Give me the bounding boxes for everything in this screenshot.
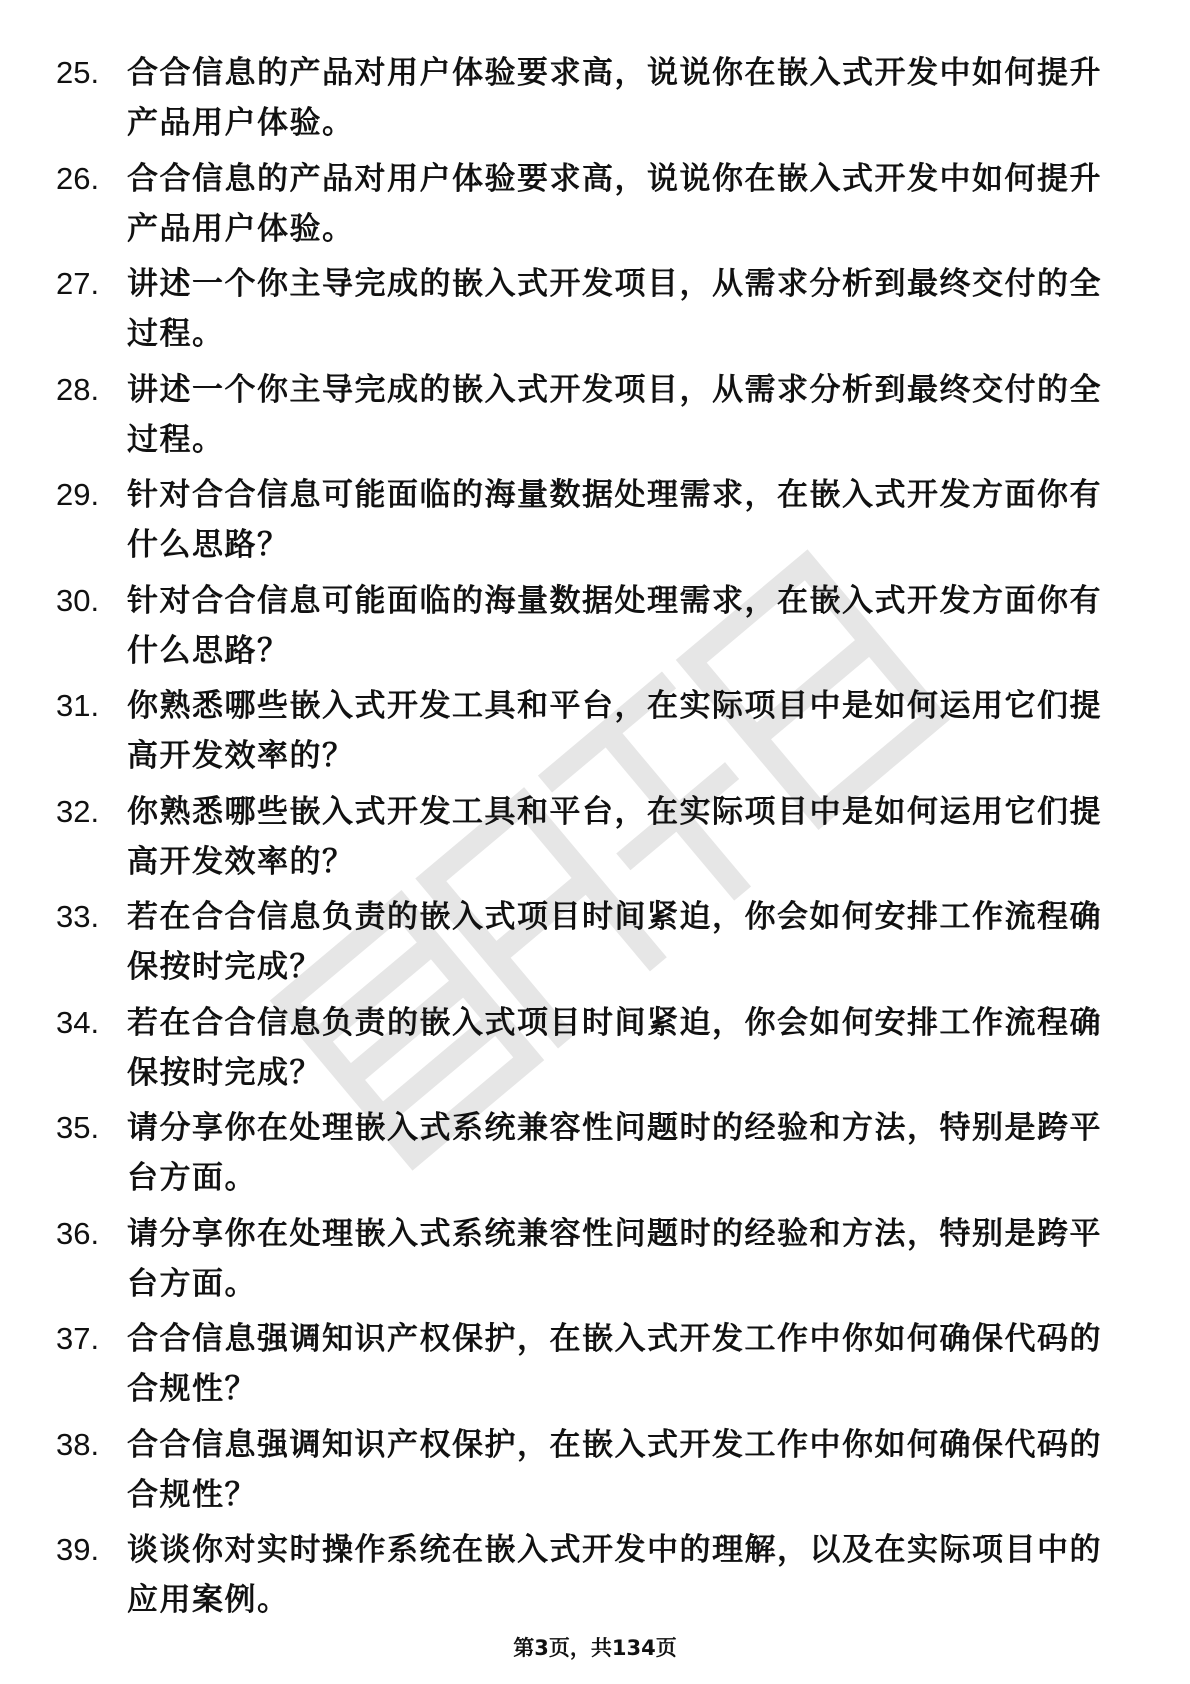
question-item bbox=[0, 470, 1190, 576]
question-item bbox=[0, 892, 1190, 998]
question-item bbox=[0, 1420, 1190, 1526]
question-text: 请分享你在处理嵌入式系统兼容性问题时的经验和方法，特别是跨平台方面。 bbox=[127, 1215, 1102, 1302]
question-number: 29. bbox=[56, 477, 100, 512]
question-number: 31. bbox=[56, 688, 100, 723]
question-text: 合合信息的产品对用户体验要求高，说说你在嵌入式开发中如何提升产品用户体验。 bbox=[127, 55, 1102, 141]
question-number: 34. bbox=[56, 1004, 100, 1040]
question-item bbox=[0, 576, 1190, 682]
question-number: 25. bbox=[56, 55, 100, 90]
question-text: 针对合合信息可能面临的海量数据处理需求，在嵌入式开发方面你有什么思路？ bbox=[127, 582, 1102, 669]
question-text: 合合信息强调知识产权保护，在嵌入式开发工作中你如何确保代码的合规性？ bbox=[127, 1426, 1102, 1513]
question-list bbox=[0, 48, 1190, 1631]
question-text: 合合信息的产品对用户体验要求高，说说你在嵌入式开发中如何提升产品用户体验。 bbox=[127, 160, 1102, 247]
question-number: 30. bbox=[56, 582, 100, 618]
question-number: 39. bbox=[56, 1532, 100, 1567]
question-text: 若在合合信息负责的嵌入式项目时间紧迫，你会如何安排工作流程确保按时完成？ bbox=[127, 1004, 1102, 1091]
question-text: 合合信息强调知识产权保护，在嵌入式开发工作中你如何确保代码的合规性？ bbox=[127, 1321, 1102, 1407]
question-number: 26. bbox=[56, 160, 100, 196]
question-text: 若在合合信息负责的嵌入式项目时间紧迫，你会如何安排工作流程确保按时完成？ bbox=[127, 899, 1102, 985]
question-number: 35. bbox=[56, 1110, 100, 1145]
question-number: 27. bbox=[56, 266, 100, 301]
question-number: 32. bbox=[56, 793, 100, 829]
question-item bbox=[0, 154, 1190, 260]
question-text: 请分享你在处理嵌入式系统兼容性问题时的经验和方法，特别是跨平台方面。 bbox=[127, 1110, 1102, 1196]
question-text: 你熟悉哪些嵌入式开发工具和平台，在实际项目中是如何运用它们提高开发效率的？ bbox=[127, 793, 1102, 880]
question-number: 38. bbox=[56, 1426, 100, 1462]
question-item bbox=[0, 259, 1190, 365]
question-number: 33. bbox=[56, 899, 100, 934]
question-text: 谈谈你对实时操作系统在嵌入式开发中的理解，以及在实际项目中的应用案例。 bbox=[127, 1532, 1102, 1618]
question-number: 37. bbox=[56, 1321, 100, 1356]
question-text: 针对合合信息可能面临的海量数据处理需求，在嵌入式开发方面你有什么思路？ bbox=[127, 477, 1102, 563]
question-item bbox=[0, 48, 1190, 154]
question-text: 讲述一个你主导完成的嵌入式开发项目，从需求分析到最终交付的全过程。 bbox=[127, 371, 1102, 458]
question-item bbox=[0, 1209, 1190, 1315]
question-text: 你熟悉哪些嵌入式开发工具和平台，在实际项目中是如何运用它们提高开发效率的？ bbox=[127, 688, 1102, 774]
question-item bbox=[0, 998, 1190, 1104]
question-item bbox=[0, 681, 1190, 787]
question-item bbox=[0, 1314, 1190, 1420]
question-item bbox=[0, 1525, 1190, 1631]
question-item bbox=[0, 1103, 1190, 1209]
page-number-footer: 第3页，共134页 bbox=[513, 1636, 677, 1660]
question-number: 28. bbox=[56, 371, 100, 407]
question-item bbox=[0, 365, 1190, 471]
question-text: 讲述一个你主导完成的嵌入式开发项目，从需求分析到最终交付的全过程。 bbox=[127, 266, 1102, 352]
question-item bbox=[0, 787, 1190, 893]
question-number: 36. bbox=[56, 1215, 100, 1251]
